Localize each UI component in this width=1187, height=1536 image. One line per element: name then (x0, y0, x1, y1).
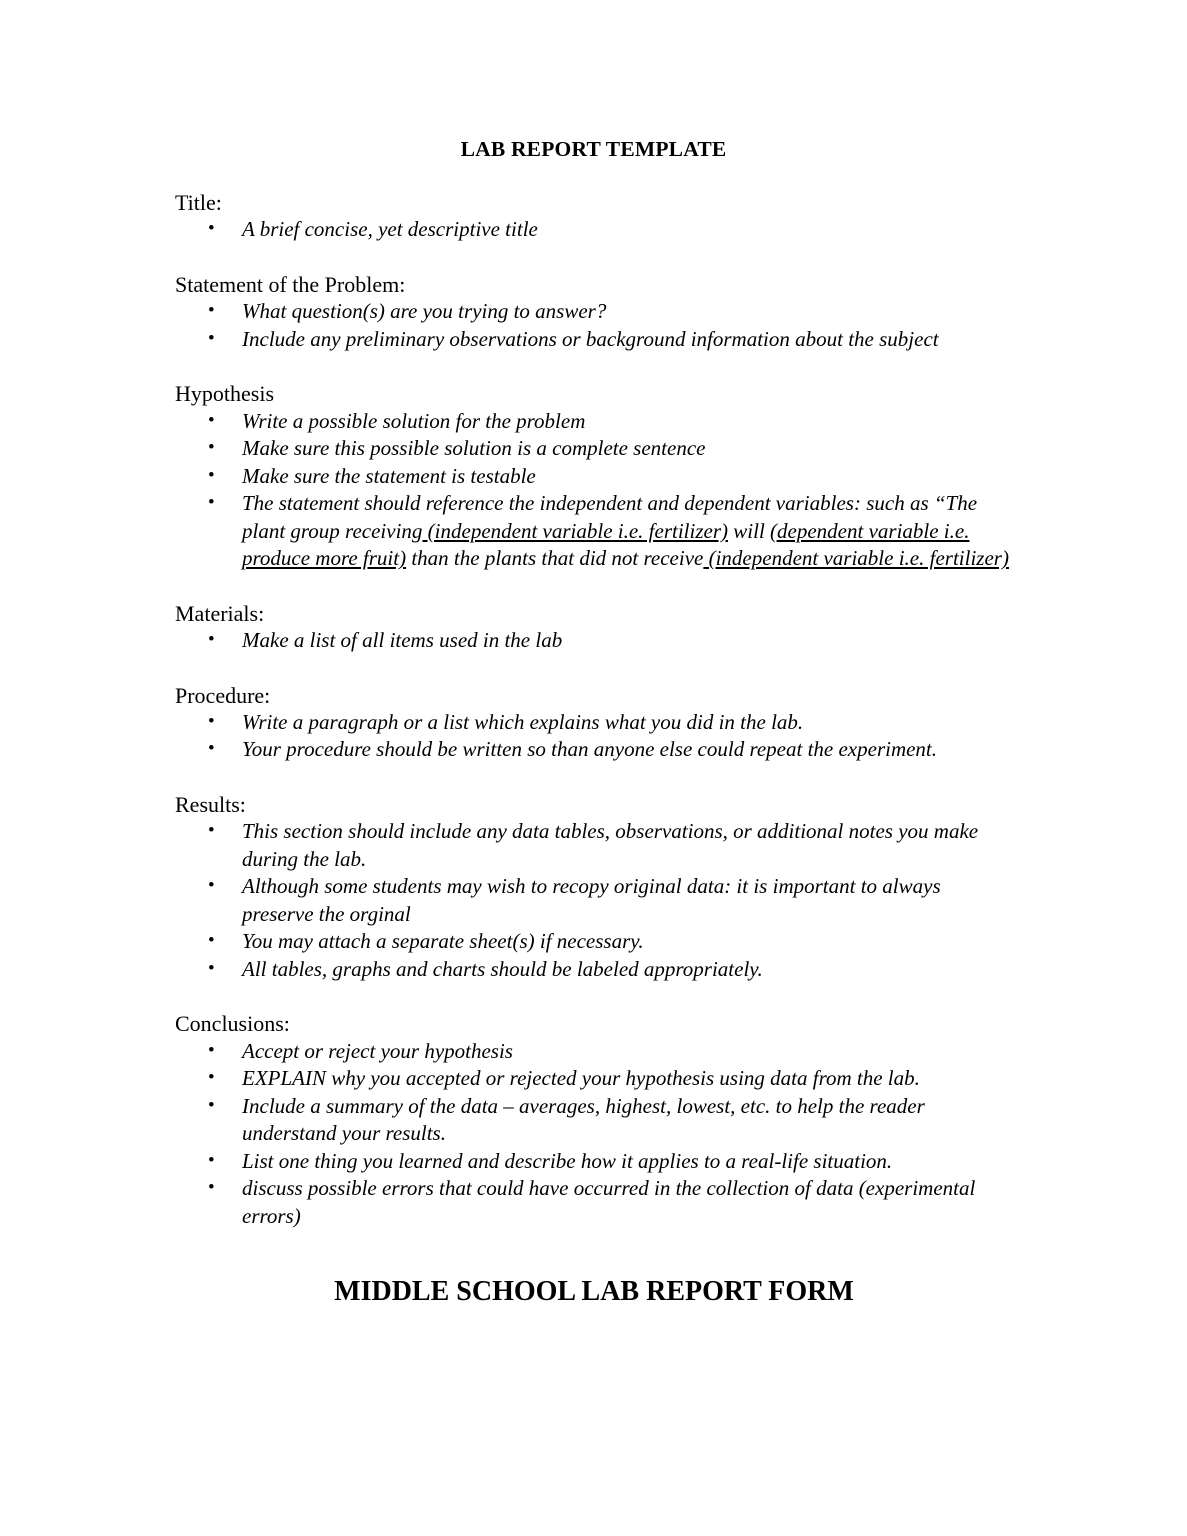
spacer (175, 764, 1013, 792)
bullet-list (175, 1038, 1013, 1231)
list-item: • What question(s) are you trying to answer? (175, 298, 1013, 326)
bullet-list (175, 627, 1013, 655)
spacer (175, 353, 1013, 381)
section-hypothesis (175, 381, 1013, 572)
list-item: • Write a possible solution for the problem (175, 408, 1013, 436)
example-connector-1: will (728, 518, 771, 543)
list-item: • Accept or reject your hypothesis (175, 1038, 1013, 1066)
section-heading: Materials: (175, 600, 265, 626)
example-lead-text: The statement should reference the independent and dependent variables: such as “The plant group receiving (242, 491, 978, 543)
spacer (175, 244, 1013, 272)
spacer (175, 983, 1013, 1011)
list-item: • Make a list of all items used in the lab (175, 627, 1013, 655)
section-results (175, 792, 1013, 983)
section-statement-of-the-problem (175, 272, 1013, 353)
list-item-variables-example (175, 490, 1013, 573)
bullet-list (175, 408, 1013, 573)
dependent-variable-blank: (dependent variable i.e. produce more fruit) (242, 518, 970, 571)
page-title: LAB REPORT TEMPLATE (460, 137, 727, 161)
section-conclusions (175, 1011, 1013, 1230)
example-connector-2: than the plants that did not receive (406, 546, 704, 571)
independent-variable-blank-2: (independent variable i.e. fertilizer) (703, 546, 1009, 571)
section-heading: Results: (175, 791, 246, 817)
list-item: • EXPLAIN why you accepted or rejected your hypothesis using data from the lab. (175, 1065, 1013, 1093)
spacer (175, 655, 1013, 683)
list-item: • This section should include any data tables, observations, or additional notes you make during the lab. (175, 818, 1013, 873)
bullet-list (175, 709, 1013, 764)
list-item: • discuss possible errors that could have occurred in the collection of data (experimental errors) (175, 1175, 1013, 1230)
list-item: • All tables, graphs and charts should be labeled appropriately. (175, 956, 1013, 984)
section-heading: Procedure: (175, 682, 271, 708)
footer-title: MIDDLE SCHOOL LAB REPORT FORM (334, 1276, 854, 1308)
independent-variable-blank-1: (independent variable i.e. fertilizer) (422, 518, 729, 543)
list-item: • Include any preliminary observations or background information about the subject (175, 326, 1013, 354)
section-heading: Title: (175, 190, 222, 215)
section-heading: Hypothesis (175, 381, 274, 407)
list-item: • Write a paragraph or a list which explains what you did in the lab. (175, 709, 1013, 737)
bullet-list (175, 298, 1013, 353)
list-item: • Your procedure should be written so than anyone else could repeat the experiment. (175, 736, 1013, 764)
list-item: • Include a summary of the data – averages, highest, lowest, etc. to help the reader understand your results. (175, 1093, 1013, 1148)
list-item: • Make sure the statement is testable (175, 463, 1013, 491)
list-item: • Make sure this possible solution is a complete sentence (175, 435, 1013, 463)
spacer (175, 573, 1013, 601)
section-procedure (175, 683, 1013, 764)
section-heading: Statement of the Problem: (175, 271, 406, 297)
list-item: • You may attach a separate sheet(s) if necessary. (175, 928, 1013, 956)
document-body (175, 190, 1013, 1308)
list-item: • Although some students may wish to recopy original data: it is important to always preserve the orginal (175, 873, 1013, 928)
bullet-list (175, 216, 1013, 244)
list-item: • A brief concise, yet descriptive title (175, 216, 1013, 244)
section-title (175, 190, 1013, 244)
list-item: • List one thing you learned and describe how it applies to a real-life situation. (175, 1148, 1013, 1176)
section-materials (175, 601, 1013, 655)
spacer (175, 1230, 1013, 1276)
section-heading: Conclusions: (175, 1011, 290, 1037)
bullet-list (175, 818, 1013, 983)
